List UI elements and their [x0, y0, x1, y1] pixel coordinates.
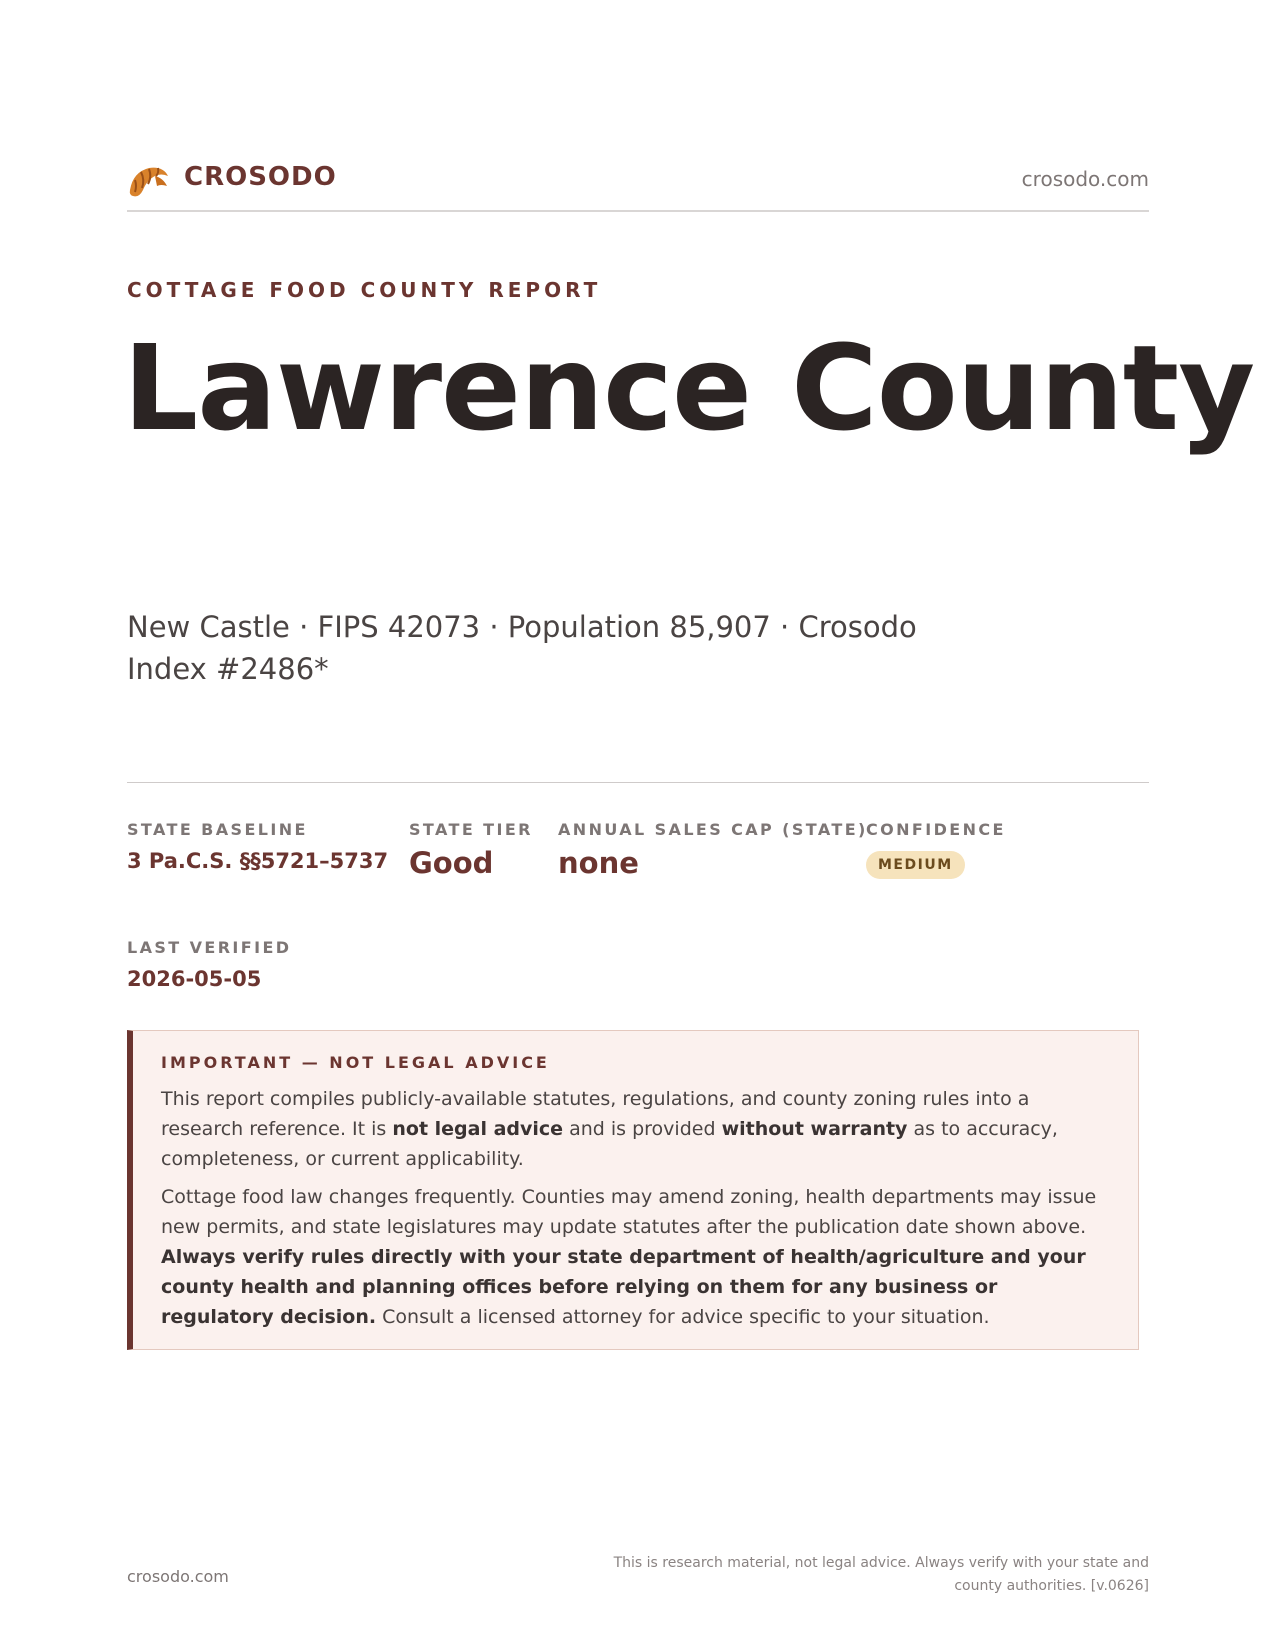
notice-emphasis: not legal advice: [392, 1118, 564, 1140]
footer-url[interactable]: crosodo.com: [127, 1567, 229, 1586]
notice-text: as to accuracy, completeness, or current applicability.: [161, 1118, 1058, 1170]
stat-label: LAST VERIFIED: [127, 938, 292, 957]
stat-state-tier: [409, 820, 533, 880]
header-divider: [127, 210, 1149, 212]
footer-disclaimer: This is research material, not legal advice. Always verify with your state and county authorities. [v.0626]: [613, 1555, 1149, 1594]
report-page: [123, 0, 1255, 1650]
notice-paragraph: [161, 1084, 1116, 1174]
stat-label: STATE TIER: [409, 820, 533, 839]
stat-last-verified: [127, 938, 291, 991]
notice-text: This report compiles publicly-available statutes, regulations, and county zoning rules into a research reference. It is: [161, 1088, 1030, 1140]
confidence-badge: MEDIUM: [866, 851, 965, 879]
notice-text: Cottage food law changes frequently. Counties may amend zoning, health departments may issue new permits, and state legislatures may update statutes after the publication date shown above.: [161, 1186, 1097, 1238]
county-subtitle: New Castle · FIPS 42073 · Population 85,907 · Crosodo Index #2486*: [127, 610, 917, 686]
stat-value: none: [558, 846, 639, 880]
stat-sales-cap: [558, 820, 868, 880]
notice-emphasis: without warranty: [721, 1118, 908, 1140]
stat-value: Good: [409, 846, 494, 880]
notice-heading: IMPORTANT — NOT LEGAL ADVICE: [161, 1053, 550, 1072]
brand-name: CROSODO: [184, 162, 337, 192]
croissant-icon: [127, 160, 171, 200]
notice-paragraph: [161, 1182, 1116, 1332]
stat-label: ANNUAL SALES CAP (STATE): [558, 820, 868, 839]
stat-value: 2026-05-05: [127, 967, 262, 991]
stat-state-baseline: [127, 820, 388, 873]
stat-label: CONFIDENCE: [866, 820, 1006, 839]
stat-value: 3 Pa.C.S. §§5721–5737: [127, 849, 389, 873]
page-title: Lawrence County: [123, 319, 1255, 457]
header: [127, 158, 1149, 198]
section-divider: [127, 782, 1149, 783]
brand-url[interactable]: crosodo.com: [1021, 167, 1149, 191]
report-eyebrow: COTTAGE FOOD COUNTY REPORT: [127, 278, 602, 302]
notice-emphasis: Always verify rules directly with your state department of health/agriculture and your county health and planning offices before relying on them for any business or regulatory decision.: [161, 1246, 1086, 1328]
legal-notice: [127, 1030, 1139, 1350]
stat-label: STATE BASELINE: [127, 820, 308, 839]
notice-text: Consult a licensed attorney for advice specific to your situation.: [376, 1306, 990, 1328]
stat-confidence: [866, 820, 1006, 879]
notice-text: and is provided: [563, 1118, 722, 1140]
